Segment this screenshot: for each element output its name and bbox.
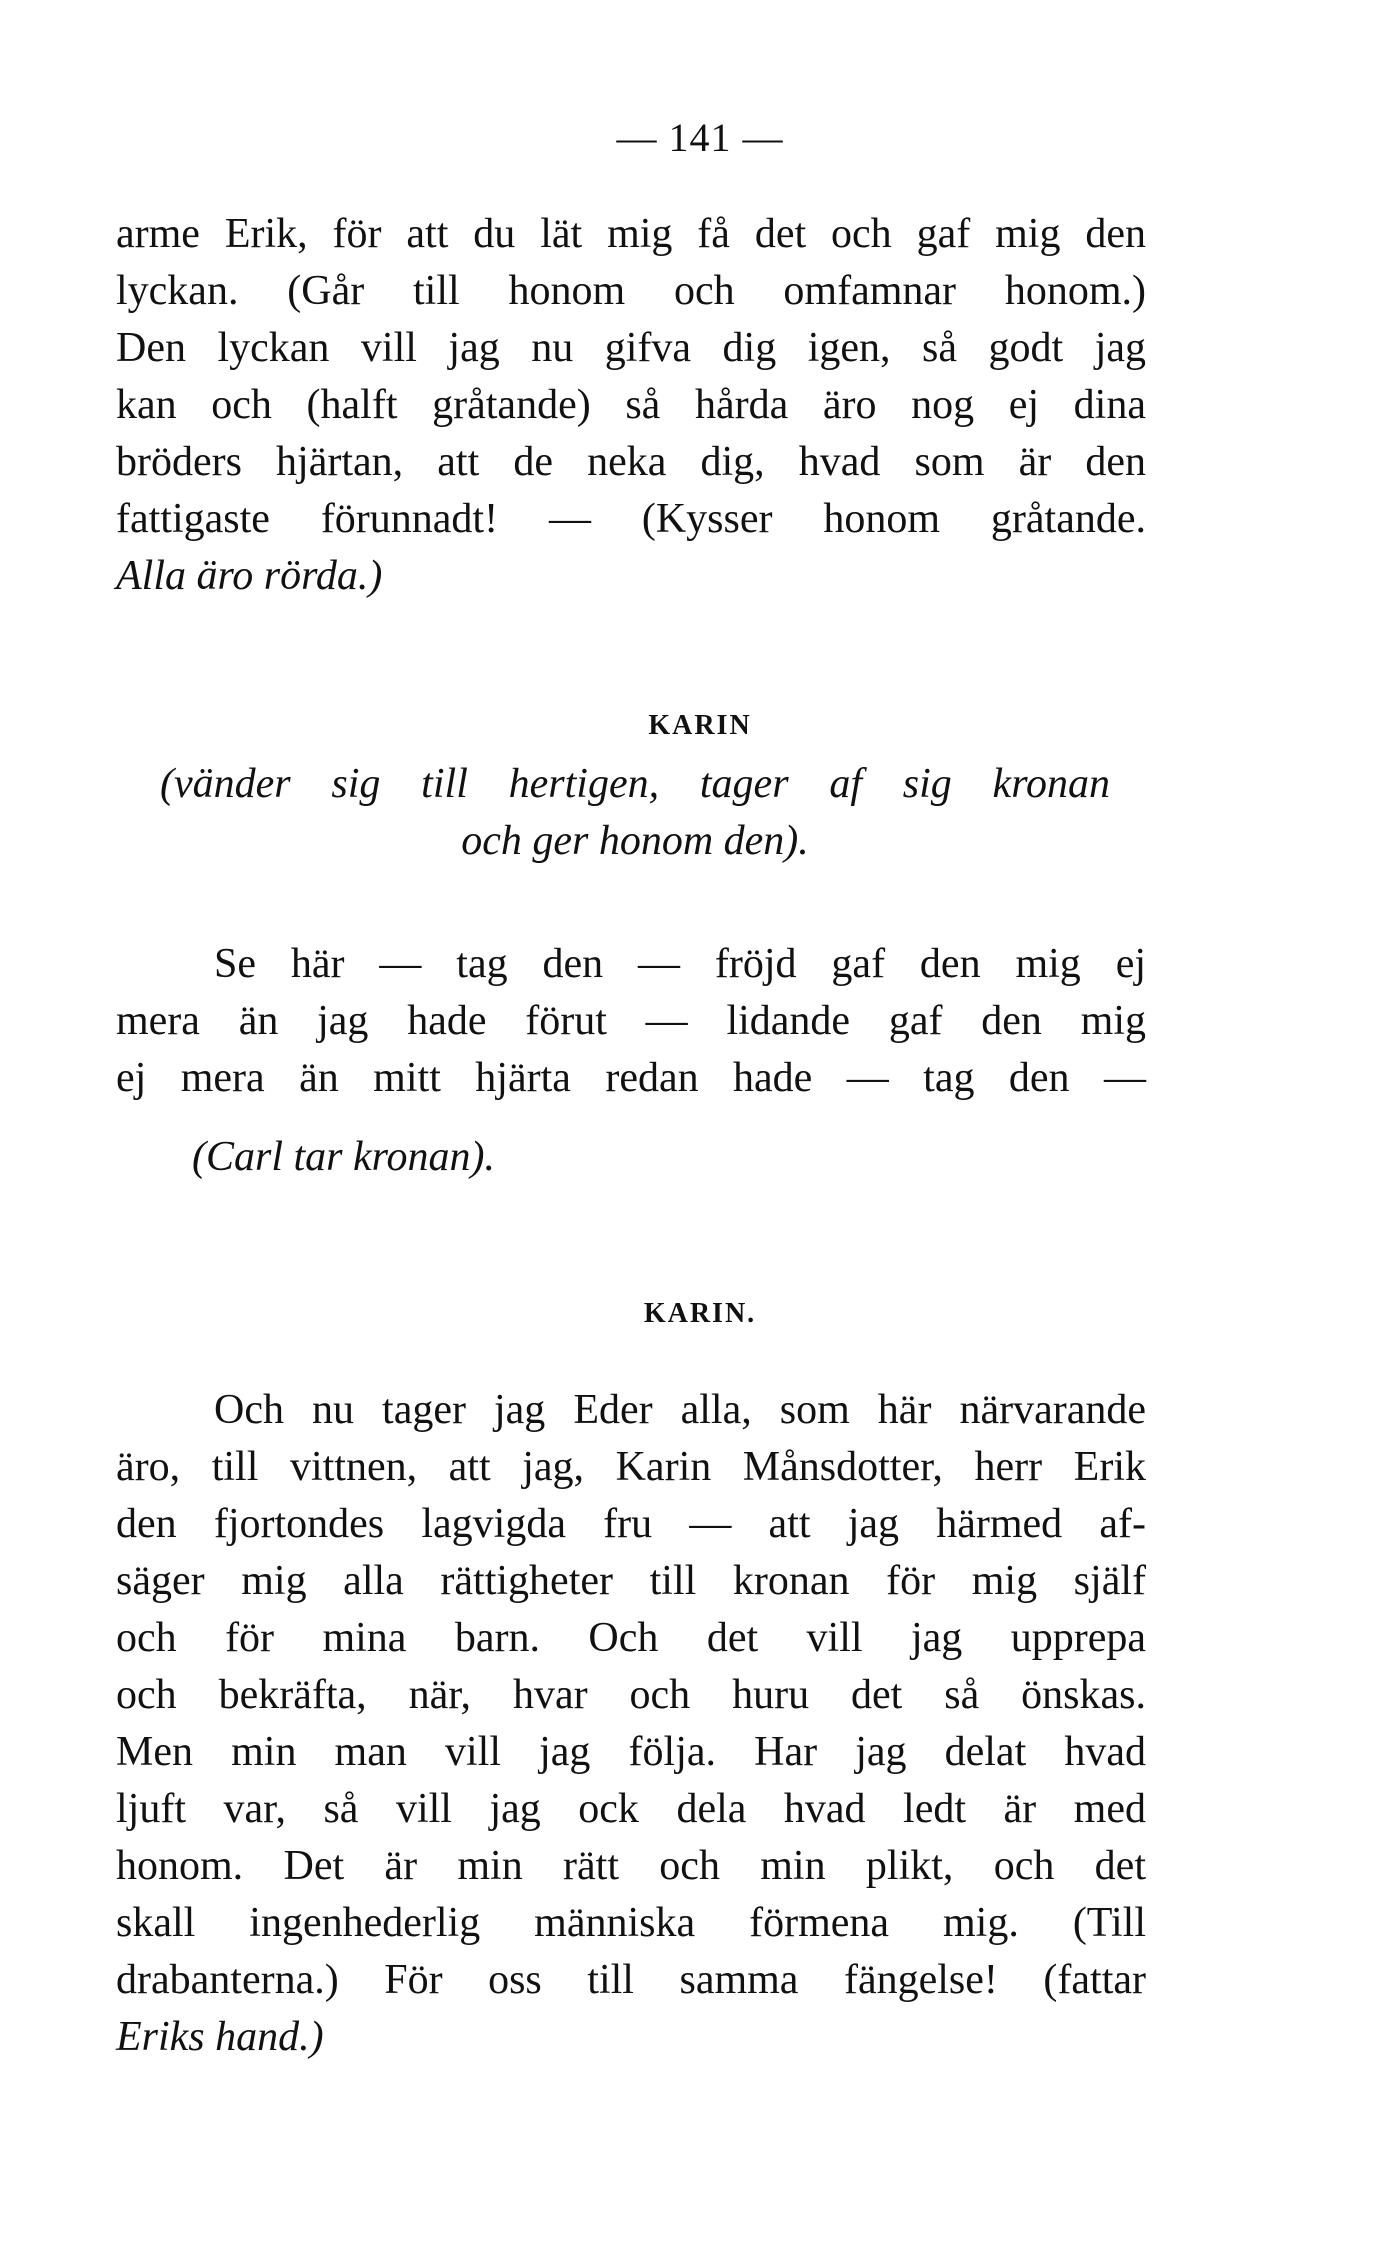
speaker-name: KARIN bbox=[648, 710, 752, 741]
speaker-name: KARIN. bbox=[643, 1298, 757, 1329]
text-line: och bekräfta, när, hvar och huru det så önskas. bbox=[116, 1672, 1146, 1718]
text-line: Alla äro rörda.) bbox=[116, 553, 383, 599]
text-line: Se här — tag den — fröjd gaf den mig ej bbox=[214, 941, 1146, 987]
paragraph-erik-embrace bbox=[116, 206, 1146, 605]
text-line: arme Erik, för att du lät mig få det och gaf mig den bbox=[116, 211, 1146, 257]
text-line: Eriks hand.) bbox=[116, 2014, 324, 2060]
text-line: kan och (halft gråtande) så hårda äro nog ej dina bbox=[116, 382, 1146, 428]
stage-direction bbox=[160, 756, 1110, 870]
paragraph-karin-declaration bbox=[116, 1382, 1146, 2066]
page-number: — 141 — bbox=[616, 115, 784, 160]
text-line: Och nu tager jag Eder alla, som här närvarande bbox=[214, 1387, 1146, 1433]
text-line: bröders hjärtan, att de neka dig, hvad som är den bbox=[116, 439, 1146, 485]
text-line: skall ingenhederlig människa förmena mig. (Till bbox=[116, 1900, 1146, 1946]
stage-line: (vänder sig till hertigen, tager af sig kronan bbox=[160, 761, 1110, 807]
text-line: drabanterna.) För oss till samma fängelse! (fattar bbox=[116, 1957, 1146, 2003]
text-line: säger mig alla rättigheter till kronan för mig själf bbox=[116, 1558, 1146, 1604]
text-line: ej mera än mitt hjärta redan hade — tag den — bbox=[116, 1055, 1146, 1101]
stage-line: (Carl tar kronan). bbox=[192, 1134, 495, 1180]
text-line: lyckan. (Går till honom och omfamnar honom.) bbox=[116, 268, 1146, 314]
text-line: honom. Det är min rätt och min plikt, och det bbox=[116, 1843, 1146, 1889]
stage-line: och ger honom den). bbox=[461, 818, 809, 864]
text-line: mera än jag hade förut — lidande gaf den mig bbox=[116, 998, 1146, 1044]
text-line: Men min man vill jag följa. Har jag delat hvad bbox=[116, 1729, 1146, 1775]
text-line: den fjortondes lagvigda fru — att jag härmed af- bbox=[116, 1501, 1146, 1547]
text-line: och för mina barn. Och det vill jag upprepa bbox=[116, 1615, 1146, 1661]
text-line: Den lyckan vill jag nu gifva dig igen, så godt jag bbox=[116, 325, 1146, 371]
paragraph-crown bbox=[116, 936, 1146, 1186]
text-line: äro, till vittnen, att jag, Karin Månsdotter, herr Erik bbox=[116, 1444, 1146, 1490]
text-line: fattigaste förunnadt! — (Kysser honom gråtande. bbox=[116, 496, 1146, 542]
text-line: ljuft var, så vill jag ock dela hvad ledt är med bbox=[116, 1786, 1146, 1832]
